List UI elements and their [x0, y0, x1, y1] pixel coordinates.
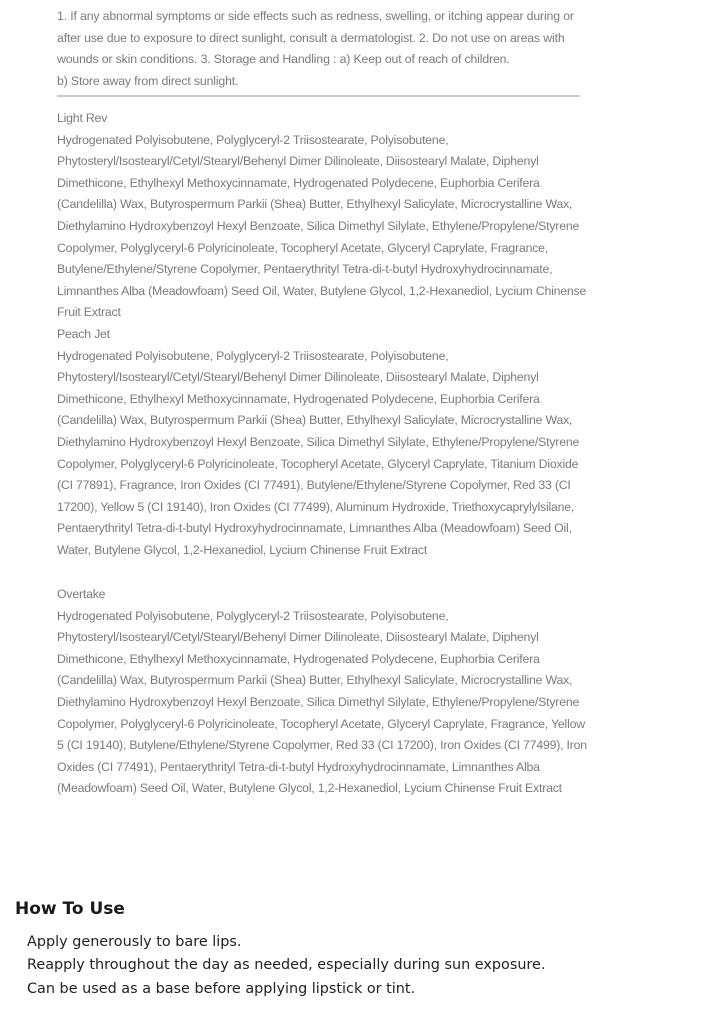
ingredient-list: Hydrogenated Polyisobutene, Polyglyceryl-2 Triisostearate, Polyisobutene, Phytosteryl/Isostearyl/Cetyl/Stearyl/Behenyl Dimer Dilinoleate, Diisostearyl Malate, Diphenyl Dimethicone, Ethylhexyl Methoxycinnamate, Hydrogenated Polydecene, Euphorbia Cerifera (Candelilla) Wax, Butyrospermum Parkii (Shea) Butter, Ethylhexyl Salicylate, Microcrystalline Wax, Diethylamino Hydroxybenzoyl Hexyl Benzoate, Silica Dimethyl Silylate, Ethylene/Propylene/Styrene Copolymer, Polyglyceryl-6 Polyricinoleate, Tocopheryl Acetate, Glyceryl Caprylate, Fragrance, Yellow 5 (CI 19140), Butylene/Ethylene/Styrene Copolymer, Red 33 (CI 17200), Iron Oxides (CI 77499), Iron Oxides (CI 77491), Pentaerythrityl Tetra-di-t-butyl Hydroxyhydrocinnamate, Limnanthes Alba (Meadowfoam) Seed Oil, Water, Butylene Glycol, 1,2-Hexanediol, Lycium Chinense Fruit Extract: [57, 608, 587, 796]
how-to-use-step: Apply generously to bare lips.: [27, 934, 242, 950]
shade-overtake: [57, 584, 593, 800]
ingredient-list: Hydrogenated Polyisobutene, Polyglyceryl-2 Triisostearate, Polyisobutene, Phytosteryl/Isostearyl/Cetyl/Stearyl/Behenyl Dimer Dilinoleate, Diisostearyl Malate, Diphenyl Dimethicone, Ethylhexyl Methoxycinnamate, Hydrogenated Polydecene, Euphorbia Cerifera (Candelilla) Wax, Butyrospermum Parkii (Shea) Butter, Ethylhexyl Salicylate, Microcrystalline Wax, Diethylamino Hydroxybenzoyl Hexyl Benzoate, Silica Dimethyl Silylate, Ethylene/Propylene/Styrene Copolymer, Polyglyceryl-6 Polyricinoleate, Tocopheryl Acetate, Glyceryl Caprylate, Titanium Dioxide (CI 77891), Fragrance, Iron Oxides (CI 77491), Butylene/Ethylene/Styrene Copolymer, Red 33 (CI 17200), Yellow 5 (CI 19140), Iron Oxides (CI 77499), Aluminum Hydroxide, Triethoxycaprylylsilane, Pentaerythrityl Tetra-di-t-butyl Hydroxyhydrocinnamate, Limnanthes Alba (Meadowfoam) Seed Oil, Water, Butylene Glycol, 1,2-Hexanediol, Lycium Chinense Fruit Extract: [57, 348, 580, 557]
how-to-use-heading: How To Use: [15, 899, 125, 919]
caution-text-b: b) Store away from direct sunlight.: [57, 73, 239, 88]
how-to-use-step: Can be used as a base before applying lipstick or tint.: [27, 980, 416, 997]
shade-name: Peach Jet: [57, 327, 110, 341]
shade-peach-jet: [57, 324, 593, 562]
caution-text: 1. If any abnormal symptoms or side effects such as redness, swelling, or itching appear during or after use due to exposure to direct sunlight, consult a dermatologist. 2. Do not use on areas with wounds or skin conditions. 3. Storage and Handling : a) Keep out of reach of children.: [57, 9, 574, 67]
how-to-use-list: [27, 931, 705, 1001]
how-to-use-step: Reapply throughout the day as needed, especially during sun exposure.: [27, 957, 546, 974]
divider: [57, 95, 580, 97]
how-to-use-section: [15, 897, 705, 1001]
caution-notice: [57, 6, 582, 92]
shade-name: Light Rev: [57, 111, 108, 125]
shade-name: Overtake: [57, 587, 106, 601]
ingredient-list: Hydrogenated Polyisobutene, Polyglyceryl-2 Triisostearate, Polyisobutene, Phytosteryl/Isostearyl/Cetyl/Stearyl/Behenyl Dimer Dilinoleate, Diisostearyl Malate, Diphenyl Dimethicone, Ethylhexyl Methoxycinnamate, Hydrogenated Polydecene, Euphorbia Cerifera (Candelilla) Wax, Butyrospermum Parkii (Shea) Butter, Ethylhexyl Salicylate, Microcrystalline Wax, Diethylamino Hydroxybenzoyl Hexyl Benzoate, Silica Dimethyl Silylate, Ethylene/Propylene/Styrene Copolymer, Polyglyceryl-6 Polyricinoleate, Tocopheryl Acetate, Glyceryl Caprylate, Fragrance, Butylene/Ethylene/Styrene Copolymer, Pentaerythrityl Tetra-di-t-butyl Hydroxyhydrocinnamate, Limnanthes Alba (Meadowfoam) Seed Oil, Water, Butylene Glycol, 1,2-Hexanediol, Lycium Chinense Fruit Extract: [57, 132, 587, 320]
shade-light-rev: [57, 108, 593, 324]
